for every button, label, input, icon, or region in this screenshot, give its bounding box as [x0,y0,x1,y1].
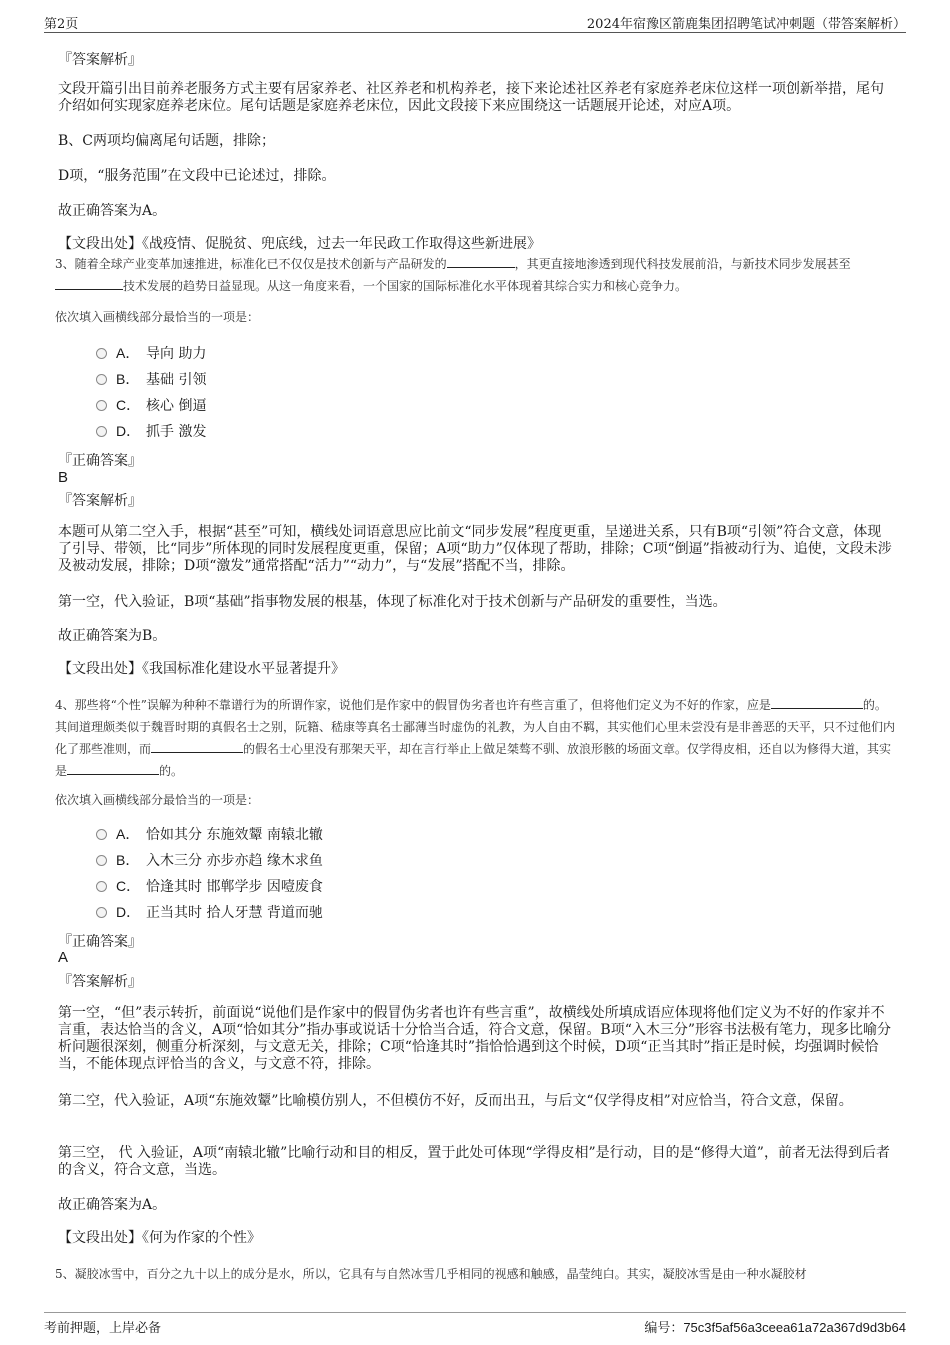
radio-icon[interactable] [96,907,107,918]
option-b[interactable]: B． 基础 引领 [96,369,206,389]
option-d[interactable]: D． 正当其时 拾人牙慧 背道而驰 [96,902,323,922]
correct-answer: A [58,949,69,966]
question-3-text: 3、随着全球产业变革加速推进，标准化已不仅仅是技术创新与产品研发的 ，其更直接地渗透到现代科技发展前沿，与新技术同步发展甚至技术发展的趋势日益显现。从这一角度来看，一个国家的国际标准化水平体现着其综合实力和核心竞争力。 [55,257,851,293]
radio-icon[interactable] [96,829,107,840]
question-4-text: 4、那些将“个性”误解为种种不靠谱行为的所谓作家，说他们是作家中的假冒伪劣者也许有些言重了，但将他们定义为不好的作家，应是 的。其间道理颇类似于魏晋时期的真假名士之别，阮籍、嵇康等真名士鄙薄当时虚伪的礼教，为人自由不羁，其实他们心里未尝没有是非善恶的天平，只不过他们内化了那些准则，而 的假名士心里没有那架天平，却在言行举止上做足桀骜不驯、放浪形骸的场面文章。仅学得皮相，还自以为修得大道，其实是 的。 [55,698,896,778]
option-a[interactable]: A． 恰如其分 东施效颦 南辕北辙 [96,824,323,844]
source-citation: 【文段出处】《我国标准化建设水平显著提升》 [58,661,345,677]
analysis-paragraph: 第二空，代入验证，A项“东施效颦”比喻模仿别人，不但模仿不好，反而出丑，与后文“仅学得皮相”对应恰当，符合文意，保留。 [58,1093,853,1109]
source-citation: 【文段出处】《战疫情、促脱贫、兜底线，过去一年民政工作取得这些新进展》 [58,236,541,252]
radio-icon[interactable] [96,881,107,892]
footer-slogan: 考前押题，上岸必备 [44,1321,162,1336]
document-code: 编号：75c3f5af56a3ceea61a72a367d9d3b64 [644,1320,906,1335]
page-number: 第2页 [44,17,79,32]
radio-icon[interactable] [96,374,107,385]
analysis-paragraph: 故正确答案为B。 [58,628,167,644]
option-c[interactable]: C． 核心 倒逼 [96,395,206,415]
analysis-paragraph: 本题可从第二空入手，根据“甚至”可知，横线处词语意思应比前文“同步发展”程度更重，呈递进关系，只有B项“引领”符合文意，体现了引导、带领，比“同步”所体现的同时发展程度更重，保留；A项“助力”仅体现了帮助，排除；C项“倒逼”指被动行为、追使，文段未涉及被动发展，排除；D项“激发”通常搭配“活力”“动力”，与“发展”搭配不当，排除。 [58,524,892,574]
option-c[interactable]: C． 恰逢其时 邯郸学步 因噎废食 [96,876,323,896]
option-a[interactable]: A． 导向 助力 [96,343,206,363]
radio-icon[interactable] [96,348,107,359]
radio-icon[interactable] [96,426,107,437]
correct-answer-tag: 『正确答案』 [58,453,142,469]
analysis-tag: 『答案解析』 [58,52,142,68]
option-b[interactable]: B． 入木三分 亦步亦趋 缘木求鱼 [96,850,323,870]
option-d[interactable]: D． 抓手 激发 [96,421,206,441]
analysis-paragraph: B、C两项均偏离尾句话题，排除； [58,133,275,149]
analysis-paragraph: 故正确答案为A。 [58,203,167,219]
analysis-paragraph: 文段开篇引出目前养老服务方式主要有居家养老、社区养老和机构养老，接下来论述社区养老有家庭养老床位这样一项创新举措，尾句介绍如何实现家庭养老床位。尾句话题是家庭养老床位，因此文段接下来应围绕这一话题展开论述，对应A项。 [58,81,884,114]
page-footer [44,1312,906,1337]
analysis-paragraph: 第一空，代入验证，B项“基础”指事物发展的根基，体现了标准化对于技术创新与产品研发的重要性，当选。 [58,594,727,610]
source-citation: 【文段出处】《何为作家的个性》 [58,1230,261,1246]
page-header [44,10,906,33]
document-title: 2024年宿豫区箭鹿集团招聘笔试冲刺题（带答案解析） [586,17,906,32]
question-instruction: 依次填入画横线部分最恰当的一项是： [55,793,260,807]
analysis-tag: 『答案解析』 [58,974,142,990]
analysis-tag: 『答案解析』 [58,493,142,509]
radio-icon[interactable] [96,855,107,866]
radio-icon[interactable] [96,400,107,411]
analysis-paragraph: D项，“服务范围”在文段中已论述过，排除。 [58,168,336,184]
analysis-paragraph: 第一空，“但”表示转折，前面说“说他们是作家中的假冒伪劣者也许有些言重”，故横线处所填成语应体现将他们定义为不好的作家并不言重，表达恰当的含义，A项“恰如其分”指办事或说话十分恰当合适，符合文意，保留。B项“入木三分”形容书法极有笔力，现多比喻分析问题很深刻，侧重分析深刻，与文意无关，排除；C项“恰逢其时”指恰恰遇到这个时候，D项“正当其时”指正是时候，均强调时候恰当，不能体现点评恰当的含义，与文意不符，排除。 [58,1005,892,1072]
analysis-paragraph: 故正确答案为A。 [58,1197,167,1213]
analysis-paragraph: 第三空， 代 入验证，A项“南辕北辙”比喻行动和目的相反，置于此处可体现“学得皮相”是行动，目的是“修得大道”，前者无法得到后者的含义，符合文意，当选。 [58,1145,890,1178]
correct-answer-tag: 『正确答案』 [58,934,142,950]
question-5-text: 5、凝胶冰雪中，百分之九十以上的成分是水，所以，它具有与自然冰雪几乎相同的视感和触感，晶莹纯白。其实，凝胶冰雪是由一种水凝胶材 [55,1267,807,1281]
correct-answer: B [58,469,69,486]
question-instruction: 依次填入画横线部分最恰当的一项是： [55,310,260,324]
